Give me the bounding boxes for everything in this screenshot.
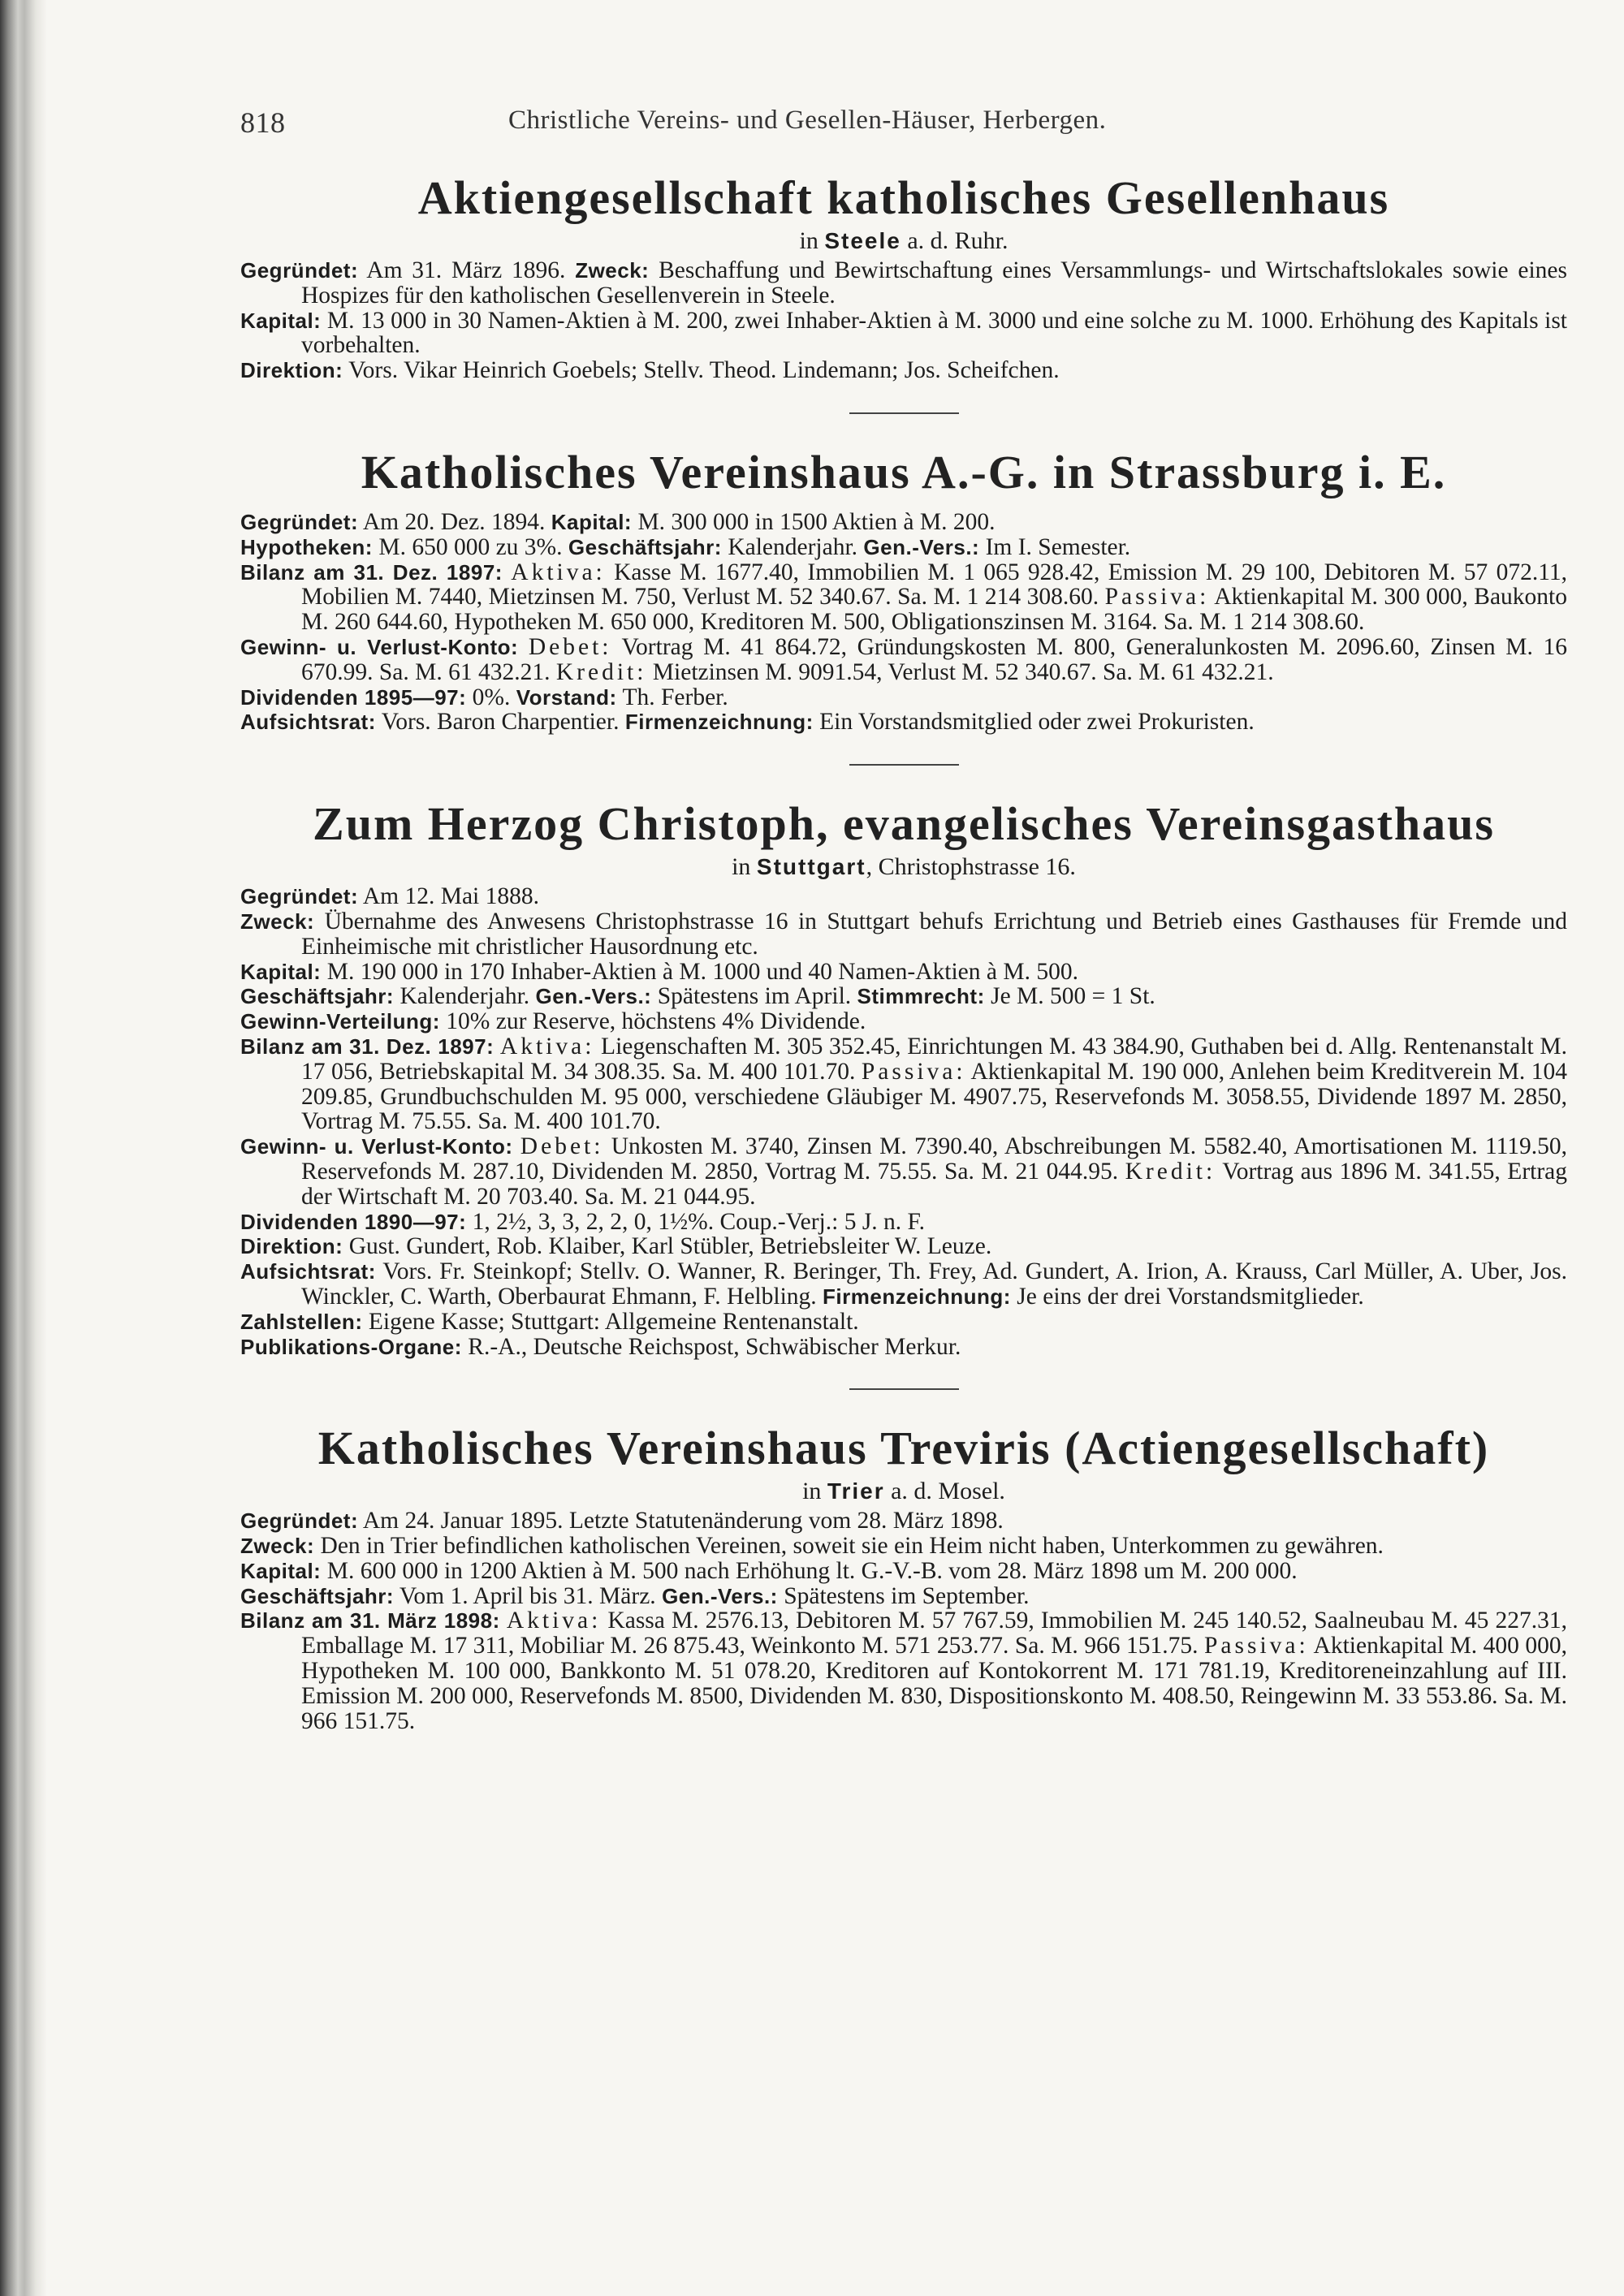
field-text: Aktienkapital M. 300 000, Baukonto M. 260 644.60, Hypotheken M. 650 000, Kreditoren M. 500, Obligationszinsen M. 3164. Sa. M. 1 214 308.60. [301, 584, 1567, 636]
entry-strassburg [240, 445, 1567, 735]
entry-city: Steele [824, 228, 901, 253]
field-text [518, 634, 529, 660]
field-text [500, 1608, 507, 1634]
field-label: Hypotheken: [240, 534, 373, 559]
entry-paragraph [240, 909, 1567, 960]
field-text: Th. Ferber. [616, 684, 728, 710]
entry-paragraph [240, 1134, 1567, 1209]
field-label: Bilanz am 31. Dez. 1897: [240, 1034, 495, 1059]
field-label: Aufsichtsrat: [240, 1259, 376, 1284]
account-side-label: Debet: [528, 633, 612, 660]
field-text: Im I. Semester. [979, 533, 1131, 560]
entry-paragraph [240, 258, 1567, 309]
entry-paragraph [240, 710, 1567, 735]
entry-paragraph [240, 1259, 1567, 1310]
field-label: Dividenden 1890—97: [240, 1209, 467, 1234]
account-side-label: Passiva: [1104, 584, 1210, 611]
field-text [513, 1133, 520, 1159]
entry-trier [240, 1421, 1567, 1733]
field-label: Stimmrecht: [857, 984, 985, 1009]
entry-steele [240, 170, 1567, 383]
entry-body [240, 258, 1567, 383]
field-label: Gegründet: [240, 258, 359, 283]
field-label: Gen.-Vers.: [863, 534, 980, 559]
field-label: Geschäftsjahr: [240, 984, 395, 1009]
field-text: M. 190 000 in 170 Inhaber-Aktien à M. 1000 und 40 Namen-Aktien à M. 500. [321, 958, 1078, 985]
entry-city: Trier [827, 1478, 885, 1504]
field-text [494, 1034, 500, 1060]
field-text: Vors. Baron Charpentier. [375, 709, 625, 736]
entry-paragraph [240, 635, 1567, 685]
entry-title: Katholisches Vereinshaus Treviris (Actiengesellschaft) [317, 1422, 1490, 1475]
field-text: Spätestens im April. [651, 983, 857, 1010]
book-binding-edge [0, 0, 47, 2296]
field-text: Übernahme des Anwesens Christophstrasse 16 in Stuttgart behufs Errichtung und Betrieb eines Gasthauses für Fremde und Einheimische mit christlicher Hausordnung etc. [301, 908, 1567, 960]
entry-body [240, 884, 1567, 1359]
field-label: Kapital: [240, 959, 322, 984]
field-text: Beschaffung und Bewirtschaftung eines Versammlungs- und Wirtschaftslokales sowie eines Hospizes für den katholischen Gesellenverein in Steele. [301, 257, 1567, 309]
field-label: Geschäftsjahr: [568, 534, 722, 559]
account-side-label: Debet: [520, 1133, 604, 1160]
field-text: Kalenderjahr. [394, 983, 536, 1010]
entry-paragraph [240, 1559, 1567, 1584]
account-side-label: Kredit: [555, 658, 647, 685]
field-text: 1, 2½, 3, 3, 2, 2, 0, 1½%. Coup.-Verj.: 5 J. n. F. [466, 1208, 925, 1235]
field-text: M. 600 000 in 1200 Aktien à M. 500 nach Erhöhung lt. G.-V.-B. vom 28. März 1898 um M. 200 000. [321, 1557, 1298, 1584]
entry-body [240, 1508, 1567, 1733]
field-label: Gewinn- u. Verlust-Konto: [240, 1134, 513, 1159]
entry-paragraph [240, 1335, 1567, 1360]
field-text: Kassa M. 2576.13, Debitoren M. 57 767.59, Immobilien M. 245 140.52, Saalneubau M. 45 227.31, Emballage M. 17 311, Mobiliar M. 26 875.43, Weinkonto M. 571 253.77. Sa. M. 966 151.75. [301, 1608, 1568, 1659]
field-label: Gewinn- u. Verlust-Konto: [240, 634, 519, 659]
field-text: Kasse M. 1677.40, Immobilien M. 1 065 928.42, Emission M. 29 100, Debitoren M. 57 072.11, Mobilien M. 7440, Mietzinsen M. 750, Verlust M. 52 340.67. Sa. M. 1 214 308.60. [301, 559, 1568, 611]
field-label: Dividenden 1895—97: [240, 684, 467, 710]
entry-location: in Stuttgart, Christophstrasse 16. [732, 853, 1076, 881]
entry-paragraph [240, 1210, 1567, 1235]
field-label: Kapital: [240, 1558, 322, 1583]
field-text: Aktienkapital M. 400 000, Hypotheken M. 100 000, Bankkonto M. 51 078.20, Kreditoren auf Kontokorrent M. 171 781.19, Kreditoreneinzahlung auf III. Emission M. 200 000, Reservefonds M. 8500, Dividenden M. 830, Dispositionskonto M. 408.50, Reingewinn M. 33 553.86. Sa. M. 966 151.75. [301, 1633, 1568, 1734]
field-text: Aktienkapital M. 190 000, Anlehen beim Kreditverein M. 104 209.85, Grundbuchschulden M. 95 000, verschiedene Gläubiger M. 4907.75, Reservefonds M. 3058.55, Dividende 1897 M. 2850, Vortrag M. 75.55. Sa. M. 400 101.70. [301, 1058, 1568, 1135]
field-label: Gewinn-Verteilung: [240, 1009, 440, 1034]
entry-location: in Trier a. d. Mosel. [802, 1478, 1005, 1505]
field-text: 10% zur Reserve, höchstens 4% Dividende. [439, 1008, 866, 1035]
entry-title: Katholisches Vereinshaus A.-G. in Strassburg i. E. [361, 445, 1447, 498]
entry-paragraph [240, 358, 1567, 383]
field-text: Liegenschaften M. 305 352.45, Einrichtungen M. 43 384.90, Guthaben bei d. Allg. Rentenanstalt M. 17 056, Betriebskapital M. 34 308.35. Sa. M. 400 101.70. [301, 1033, 1568, 1085]
entry-paragraph [240, 685, 1567, 710]
entry-stuttgart [240, 796, 1567, 1359]
account-side-label: Aktiva: [511, 559, 606, 585]
field-text: M. 650 000 zu 3%. [372, 533, 568, 560]
field-label: Gen.-Vers.: [535, 984, 652, 1009]
entry-paragraph [240, 884, 1567, 909]
field-label: Firmenzeichnung: [624, 710, 814, 735]
entry-city: Stuttgart [756, 854, 866, 880]
field-label: Vorstand: [516, 684, 617, 710]
section-divider [849, 412, 959, 414]
field-text: Vortrag M. 41 864.72, Gründungskosten M. 800, Generalunkosten M. 2096.60, Zinsen M. 16 670.99. Sa. M. 61 432.21. [301, 633, 1567, 685]
field-text: Je eins der drei Vorstandsmitglieder. [1010, 1283, 1364, 1310]
field-label: Direktion: [240, 358, 343, 383]
field-text: Je M. 500 = 1 St. [984, 983, 1155, 1010]
entry-paragraph [240, 960, 1567, 985]
field-text: Kalenderjahr. [721, 533, 864, 560]
field-label: Gegründet: [240, 884, 359, 909]
field-text: R.-A., Deutsche Reichspost, Schwäbischer Merkur. [461, 1333, 961, 1360]
account-side-label: Passiva: [861, 1058, 966, 1085]
field-label: Zahlstellen: [240, 1309, 363, 1334]
entry-paragraph [240, 510, 1567, 535]
field-text: Spätestens im September. [777, 1582, 1030, 1609]
field-text: Am 12. Mai 1888. [358, 883, 540, 910]
section-divider [849, 764, 959, 766]
field-text: Am 31. März 1896. [358, 257, 576, 283]
field-label: Gegründet: [240, 1508, 359, 1534]
running-title: Christliche Vereins- und Gesellen-Häuser, Herbergen. [508, 106, 1107, 135]
field-text [503, 559, 511, 585]
field-text: Am 20. Dez. 1894. [358, 508, 551, 535]
account-side-label: Kredit: [1125, 1158, 1216, 1185]
field-text: 0%. [466, 684, 516, 710]
field-text: Mietzinsen M. 9091.54, Verlust M. 52 340.67. Sa. M. 61 432.21. [646, 658, 1274, 685]
field-text: Vors. Fr. Steinkopf; Stellv. O. Wanner, R. Beringer, Th. Frey, Ad. Gundert, A. Irion, A. Krauss, Carl Müller, A. Uber, Jos. Winckler, C. Warth, Oberbaurat Ehmann, F. Helbling. [301, 1258, 1567, 1310]
entry-paragraph [240, 1508, 1567, 1534]
field-text: Gust. Gundert, Rob. Klaiber, Karl Stübler, Betriebsleiter W. Leuze. [343, 1233, 992, 1260]
field-label: Zweck: [240, 908, 315, 934]
field-text: Vom 1. April bis 31. März. [394, 1582, 663, 1609]
entry-location: in Steele a. d. Ruhr. [799, 227, 1009, 254]
entry-paragraph [240, 1534, 1567, 1559]
field-label: Zweck: [240, 1534, 315, 1559]
entry-body [240, 510, 1567, 735]
field-label: Geschäftsjahr: [240, 1583, 395, 1608]
entry-paragraph [240, 309, 1567, 359]
entry-paragraph [240, 1009, 1567, 1034]
entry-paragraph [240, 1608, 1567, 1733]
field-text: Ein Vorstandsmitglied oder zwei Prokuristen. [813, 709, 1255, 736]
document-page [240, 106, 1567, 1733]
field-label: Gegründet: [240, 509, 359, 534]
entry-title: Aktiengesellschaft katholisches Gesellenhaus [417, 171, 1390, 224]
entry-paragraph [240, 984, 1567, 1009]
field-label: Kapital: [240, 308, 322, 333]
page-number: 818 [240, 106, 286, 139]
field-text: Vortrag aus 1896 M. 341.55, Ertrag der Wirtschaft M. 20 703.40. Sa. M. 21 044.95. [301, 1158, 1567, 1210]
entry-title: Zum Herzog Christoph, evangelisches Vereinsgasthaus [313, 797, 1495, 851]
entry-paragraph [240, 1034, 1567, 1134]
field-text: Eigene Kasse; Stuttgart: Allgemeine Rentenanstalt. [362, 1308, 859, 1335]
field-text: Unkosten M. 3740, Zinsen M. 7390.40, Abschreibungen M. 5582.40, Amortisationen M. 1119.50, Reservefonds M. 287.10, Dividenden M. 2850, Vortrag M. 75.55. Sa. M. 21 044.95. [301, 1133, 1568, 1185]
field-label: Bilanz am 31. März 1898: [240, 1608, 500, 1634]
field-label: Gen.-Vers.: [662, 1583, 778, 1608]
account-side-label: Aktiva: [499, 1033, 595, 1060]
field-text: Den in Trier befindlichen katholischen Vereinen, soweit sie ein Heim nicht haben, Unterkommen zu gewähren. [314, 1533, 1384, 1560]
field-label: Bilanz am 31. Dez. 1897: [240, 559, 503, 585]
field-label: Aufsichtsrat: [240, 710, 376, 735]
field-label: Direktion: [240, 1234, 343, 1259]
account-side-label: Aktiva: [506, 1608, 602, 1634]
entry-paragraph [240, 1310, 1567, 1335]
field-text: M. 13 000 in 30 Namen-Aktien à M. 200, zwei Inhaber-Aktien à M. 3000 und eine solche zu M. 1000. Erhöhung des Kapitals ist vorbehalten. [301, 307, 1567, 359]
field-label: Kapital: [551, 509, 633, 534]
field-text: Am 24. Januar 1895. Letzte Statutenänderung vom 28. März 1898. [358, 1508, 1004, 1534]
field-label: Publikations-Organe: [240, 1334, 462, 1359]
running-header [240, 106, 1567, 170]
entry-paragraph [240, 535, 1567, 560]
entry-paragraph [240, 560, 1567, 635]
field-text: Vors. Vikar Heinrich Goebels; Stellv. Theod. Lindemann; Jos. Scheifchen. [343, 357, 1060, 384]
field-label: Firmenzeichnung: [823, 1284, 1011, 1309]
section-divider [849, 1388, 959, 1390]
field-label: Zweck: [575, 258, 650, 283]
account-side-label: Passiva: [1203, 1633, 1309, 1659]
entry-paragraph [240, 1234, 1567, 1259]
entry-paragraph [240, 1584, 1567, 1609]
field-text: M. 300 000 in 1500 Aktien à M. 200. [632, 508, 996, 535]
